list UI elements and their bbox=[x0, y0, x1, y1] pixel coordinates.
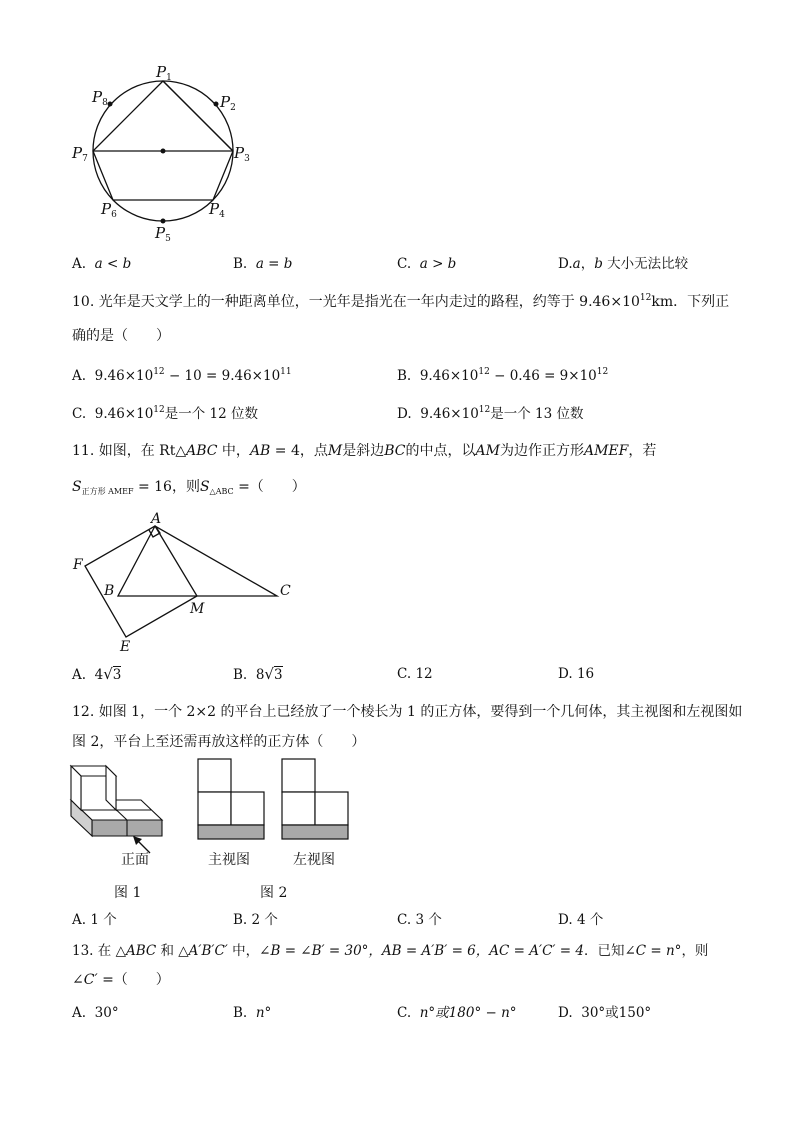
q13-option-b[interactable]: B. n° bbox=[233, 1005, 272, 1021]
left-view-label: 左视图 bbox=[293, 852, 335, 868]
q10-option-a[interactable]: A. $9.46\times 10^{12} - 10 = 9.46\times 10^{11}$ bbox=[72, 367, 292, 384]
label-p2: $P_2$ bbox=[220, 93, 236, 113]
option-letter: D. bbox=[558, 256, 573, 272]
circle-octagon-figure bbox=[60, 55, 270, 255]
q11-option-b[interactable]: B. 8√3 bbox=[233, 665, 283, 683]
label-p4: $P_4$ bbox=[209, 200, 225, 220]
triangle-abc bbox=[118, 526, 277, 596]
chord-p1-p3 bbox=[163, 81, 233, 151]
main-view-figure bbox=[195, 757, 267, 841]
q13-stem-line2: ∠C′ =（ ） bbox=[72, 972, 170, 988]
q10-stem-line2: 确的是（ ） bbox=[72, 328, 170, 344]
platform-cube-figure bbox=[65, 760, 170, 845]
q10-option-c[interactable]: C. $9.46\times 10^{12}$是一个 12 位数 bbox=[72, 405, 259, 422]
option-math: a = b bbox=[255, 256, 293, 272]
main-view-label: 主视图 bbox=[208, 852, 250, 868]
label-a: A bbox=[151, 511, 162, 527]
point-p8 bbox=[108, 102, 113, 107]
option-letter: A. bbox=[72, 256, 87, 272]
q11-stem-line1: 11. 如图，在 Rt△ABC 中，AB = 4，点M是斜边BC的中点，以AM为边作正方形AMEF，若 bbox=[72, 443, 657, 459]
option-math: a < b bbox=[94, 256, 132, 272]
label-p7: $P_7$ bbox=[72, 144, 88, 164]
label-b: B bbox=[104, 583, 115, 599]
point-p2 bbox=[214, 102, 219, 107]
q9-option-a[interactable] bbox=[72, 254, 131, 274]
q11-option-c[interactable]: C. 12 bbox=[397, 666, 433, 682]
label-p8: $P_8$ bbox=[92, 88, 108, 108]
q12-option-a[interactable]: A. 1 个 bbox=[72, 912, 117, 928]
q12-stem-line2: 图 2，平台上至还需再放这样的正方体（ ） bbox=[72, 734, 366, 750]
q9-option-d[interactable]: D.a，b 大小无法比较 bbox=[558, 256, 689, 272]
label-m: M bbox=[190, 601, 205, 617]
label-e: E bbox=[120, 639, 131, 655]
q10-option-b[interactable]: B. $9.46\times 10^{12} - 0.46 = 9\times 10^{12}$ bbox=[397, 367, 609, 384]
square-triangle-figure bbox=[68, 505, 298, 655]
label-f: F bbox=[73, 557, 83, 573]
figure1-caption: 图 1 bbox=[114, 885, 142, 901]
option-letter: C. bbox=[397, 256, 412, 272]
left-view-figure bbox=[279, 757, 351, 841]
left-view-platform bbox=[282, 825, 348, 839]
q13-option-a[interactable]: A. 30° bbox=[72, 1005, 119, 1021]
q12-option-c[interactable]: C. 3 个 bbox=[397, 912, 442, 928]
q9-option-b[interactable] bbox=[233, 254, 292, 274]
label-p1: $P_1$ bbox=[156, 63, 172, 83]
label-c: C bbox=[280, 583, 291, 599]
q9-option-c[interactable] bbox=[397, 254, 456, 274]
front-label: 正面 bbox=[121, 852, 149, 868]
main-view-platform bbox=[198, 825, 264, 839]
q12-option-b[interactable]: B. 2 个 bbox=[233, 912, 278, 928]
sqrt-sign: √ bbox=[103, 665, 113, 683]
option-math: a > b bbox=[419, 256, 457, 272]
label-p6: $P_6$ bbox=[101, 200, 117, 220]
q10-option-d[interactable]: D. $9.46\times 10^{12}$是一个 13 位数 bbox=[397, 405, 584, 422]
q11-stem-line2: $S_{正方形 AMEF} = 16$，则$S_{\triangle ABC}$ =（ ） bbox=[72, 479, 306, 496]
figure2-caption: 图 2 bbox=[260, 885, 288, 901]
option-letter: B. bbox=[233, 256, 248, 272]
sqrt-sign: √ bbox=[264, 665, 274, 683]
q12-stem-line1: 12. 如图 1，一个 2×2 的平台上已经放了一个棱长为 1 的正方体，要得到一个几何体，其主视图和左视图如 bbox=[72, 704, 743, 720]
q13-option-c[interactable]: C. n°或180° − n° bbox=[397, 1005, 517, 1021]
q13-stem-line1: 13. 在 △ABC 和 △A′B′C′ 中，∠B = ∠B′ = 30°，AB = A′B′ = 6，AC = A′C′ = 4．已知∠C = n°，则 bbox=[72, 943, 709, 959]
q13-option-d[interactable]: D. 30°或150° bbox=[558, 1005, 652, 1021]
q12-option-d[interactable]: D. 4 个 bbox=[558, 912, 604, 928]
q10-stem-line1: 10. 光年是天文学上的一种距离单位，一光年是指光在一年内走过的路程，约等于 $9.46\times 10^{12}km$．下列正 bbox=[72, 293, 730, 310]
center-point bbox=[161, 149, 166, 154]
q11-option-a[interactable]: A. 4√3 bbox=[72, 665, 122, 683]
square-amef bbox=[85, 526, 197, 637]
q11-option-d[interactable]: D. 16 bbox=[558, 666, 595, 682]
label-p3: $P_3$ bbox=[234, 144, 250, 164]
pentagon bbox=[93, 81, 233, 200]
label-p5: $P_5$ bbox=[155, 224, 171, 244]
point-p5 bbox=[161, 219, 166, 224]
